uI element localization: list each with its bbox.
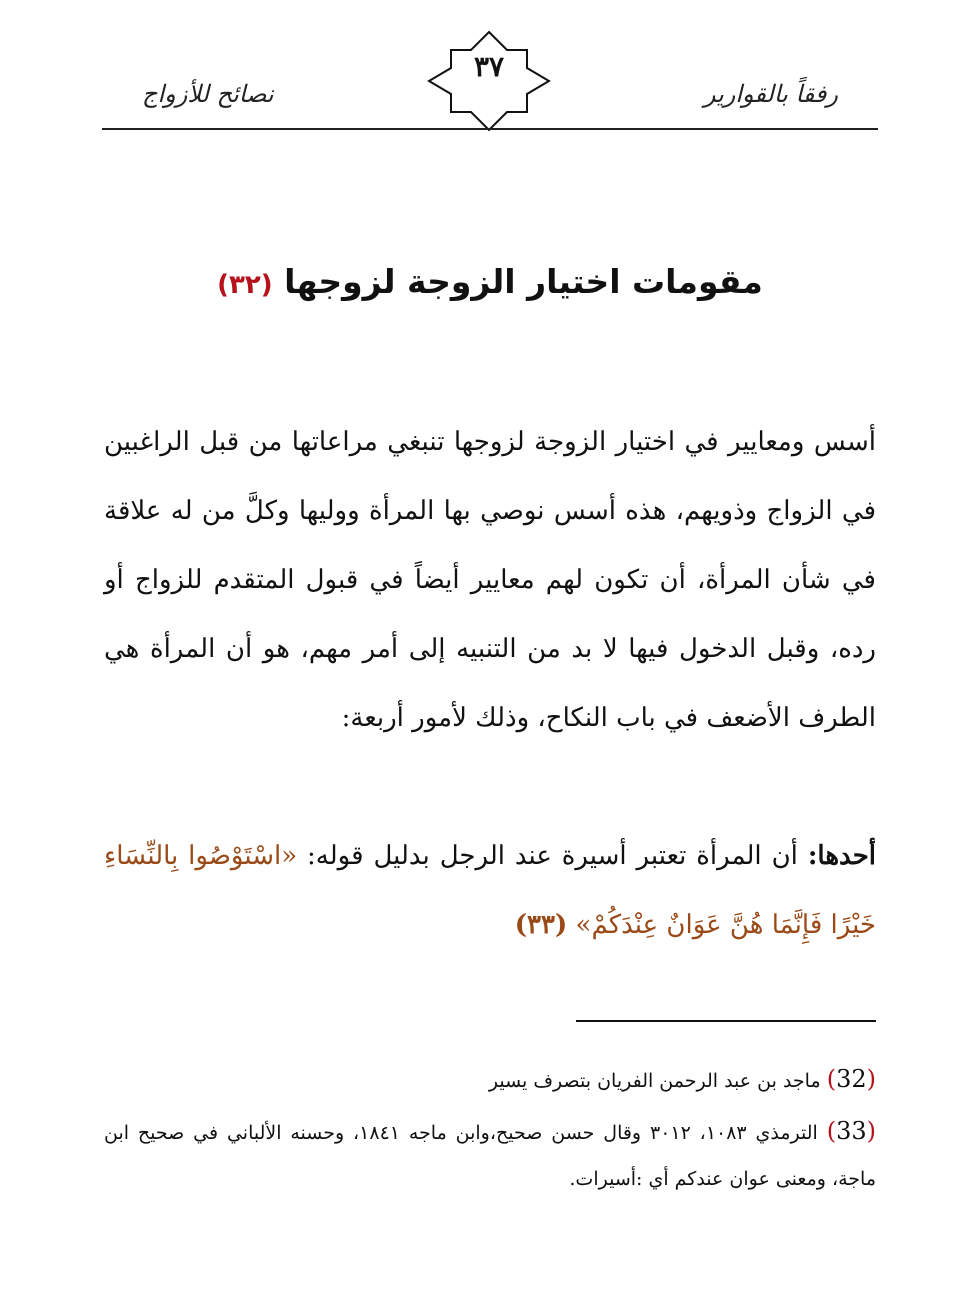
- footnote-separator: [576, 1020, 876, 1022]
- header-rule: [102, 128, 878, 130]
- paragraph-lead: أحدها:: [807, 841, 876, 871]
- footnote-text: ماجد بن عبد الرحمن الفريان بتصرف يسير: [488, 1070, 821, 1092]
- page-header: [102, 30, 878, 132]
- footnote-33: [104, 1108, 876, 1202]
- chapter-title-footnote-ref: (٣٢): [217, 270, 273, 300]
- footnote-32: [104, 1056, 876, 1104]
- footnote-number: (33): [826, 1117, 876, 1145]
- body-paragraph-2: [104, 822, 876, 960]
- chapter-title: [100, 262, 880, 301]
- hadith-footnote-ref: (٣٣): [514, 910, 568, 940]
- chapter-title-text: مقومات اختيار الزوجة لزوجها: [284, 262, 763, 301]
- hadith-quote: «اسْتَوْصُوا بِالنِّسَاءِ خَيْرًا فَإِنَّمَا هُنَّ عَوَانٌ عِنْدَكُمْ»: [104, 841, 876, 940]
- section-title: نصائح للأزواج: [142, 80, 274, 108]
- footnote-text: الترمذي ١٠٨٣، ٣٠١٢ وقال حسن صحيح،وابن ماجه ١٨٤١، وحسنه الألباني في صحيح ابن ماجة، ومعنى عوان عندكم أي :أسيرات.: [104, 1122, 876, 1190]
- footnote-number: (32): [826, 1065, 876, 1093]
- body-paragraph-1: أسس ومعايير في اختيار الزوجة لزوجها تنبغي مراعاتها من قبل الراغبين في الزواج وذويهم، هذه أسس نوصي بها المرأة ووليها وكلَّ من له علاقة في شأن المرأة، أن تكون لهم معايير أيضاً في قبول المتقدم للزواج أو رده، وقبل الدخول فيها لا بد من التنبيه إلى أمر مهم، هو أن المرأة هي الطرف الأضعف في باب النكاح، وذلك لأمور أربعة:: [104, 427, 876, 733]
- book-title: رفقاً بالقوارير: [703, 80, 838, 108]
- footnotes: [104, 1056, 876, 1206]
- paragraph-text: أن المرأة تعتبر أسيرة عند الرجل بدليل قوله:: [297, 841, 808, 871]
- page-number: ٣٧: [473, 50, 505, 83]
